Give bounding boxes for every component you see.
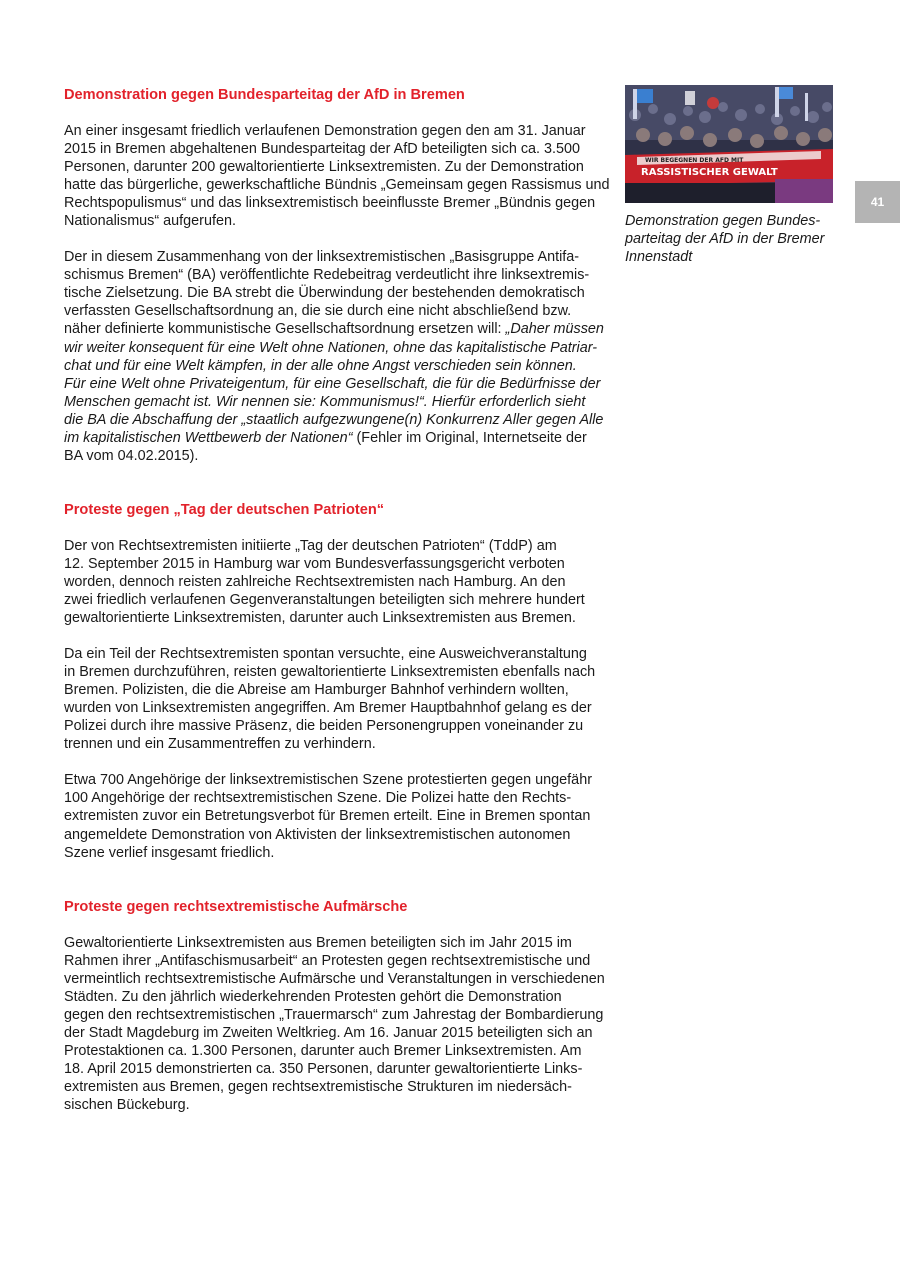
text-line [64, 320, 612, 338]
caption-line: Demonstration gegen Bundes- [625, 213, 821, 229]
photo-caption [625, 212, 855, 266]
text-line [64, 302, 612, 320]
paragraph [64, 537, 612, 627]
text-line: An einer insgesamt friedlich verlaufenen Demonstration gegen den am 31. Januar [64, 123, 586, 139]
text-segment: schismus Bremen“ (BA) veröffentlichte Redebeitrag verdeutlicht ihre linksextremis- [64, 267, 590, 284]
caption-line: Innenstadt [625, 249, 693, 266]
text-line: Städten. Zu den jährlich wiederkehrenden Protesten gehört die Demonstration [64, 988, 562, 1005]
text-line: vermeintlich rechtsextremistische Aufmärsche und Veranstaltungen in verschiedenen [64, 970, 605, 987]
text-line: Nationalismus“ aufgerufen. [64, 213, 236, 230]
text-line: gewaltorientierte Linksextremisten, darunter auch Linksextremisten aus Bremen. [64, 610, 576, 627]
quote-line: Menschen gemacht ist. Wir nennen sie: Kommunismus!“. Hierfür erforderlich sieht [64, 393, 586, 410]
text-line: 100 Angehörige der rechtsextremistischen Szene. Die Polizei hatte den Rechts- [64, 790, 572, 807]
quote-segment: im kapitalistischen Wettbewerb der Nationen“ [64, 429, 353, 446]
section-heading: Proteste gegen rechtsextremistische Aufmärsche [64, 898, 408, 915]
text-segment: verfassten Gesellschaftsordnung an, die sie durch eine nicht abschließend bzw. [64, 303, 572, 320]
text-line: Da ein Teil der Rechtsextremisten spontan versuchte, eine Ausweichveranstaltung [64, 646, 587, 663]
caption-line: parteitag der AfD in der Bremer [625, 231, 825, 248]
text-line [64, 284, 612, 302]
paragraph [64, 122, 612, 230]
text-line: Bremen. Polizisten, die die Abreise am Hamburger Bahnhof verhindern wollten, [64, 682, 569, 699]
text-segment: Der in diesem Zusammenhang von der linksextremistischen „Basisgruppe Antifa- [64, 249, 580, 266]
text-line: Etwa 700 Angehörige der linksextremistischen Szene protestierten gegen ungefähr [64, 772, 592, 789]
text-line: BA vom 04.02.2015). [64, 447, 199, 464]
text-line [64, 429, 612, 447]
text-line: wurden von Linksextremisten angegriffen. Am Bremer Hauptbahnhof gelang es der [64, 700, 592, 717]
page-number-tab [855, 181, 900, 223]
text-line: trennen und ein Zusammentreffen zu verhindern. [64, 736, 376, 753]
text-segment: (Fehler im Original, Internetseite der [352, 429, 587, 446]
main-text-column [64, 86, 612, 1114]
text-line [64, 248, 612, 266]
text-line: extremisten zuvor ein Betretungsverbot für Bremen erteilt. Eine in Bremen spontan [64, 808, 591, 825]
quote-segment: „Daher müssen [505, 321, 604, 338]
text-line: sischen Bückeburg. [64, 1097, 190, 1114]
demonstration-photo [625, 85, 833, 203]
text-line: Gewaltorientierte Linksextremisten aus Bremen beteiligten sich im Jahr 2015 im [64, 934, 572, 951]
text-line: 18. April 2015 demonstrierten ca. 350 Personen, darunter gewaltorientierte Links- [64, 1060, 583, 1077]
text-line [64, 266, 612, 284]
paragraph [64, 934, 612, 1114]
text-segment: näher definierte kommunistische Gesellschaftsordnung ersetzen will: [64, 321, 506, 338]
text-line: Protestaktionen ca. 1.300 Personen, darunter auch Bremer Linksextremisten. Am [64, 1042, 582, 1059]
paragraph [64, 645, 612, 753]
text-line: in Bremen durchzuführen, reisten gewaltorientierte Linksextremisten ebenfalls nach [64, 664, 596, 681]
text-line: gegen den rechtsextremistischen „Trauermarsch“ zum Jahrestag der Bombardierung [64, 1006, 604, 1023]
text-line: worden, dennoch reisten zahlreiche Rechtsextremisten nach Hamburg. An den [64, 573, 566, 590]
paragraph-with-quote [64, 248, 612, 465]
text-line: Rahmen ihrer „Antifaschismusarbeit“ an Protesten gegen rechtsextremistische und [64, 952, 591, 969]
text-line: angemeldete Demonstration von Aktivisten der linksextremistischen autonomen [64, 826, 571, 843]
text-line: Der von Rechtsextremisten initiierte „Tag der deutschen Patrioten“ (TddP) am [64, 537, 557, 554]
text-line: hatte das bürgerliche, gewerkschaftliche Bündnis „Gemeinsam gegen Rassismus und [64, 177, 610, 194]
text-line: zwei friedlich verlaufenen Gegenveranstaltungen beteiligten sich mehrere hundert [64, 591, 585, 608]
text-segment: tische Zielsetzung. Die BA strebt die Überwindung der bestehenden demokratisch [64, 285, 585, 302]
quote-line: chat und für eine Welt kämpfen, in der alle ohne Angst verschieden sein können. [64, 357, 577, 374]
quote-line: wir weiter konsequent für eine Welt ohne Nationen, ohne das kapitalistische Patriar- [64, 339, 598, 356]
page-number: 41 [870, 195, 885, 209]
photo-crowd-banner [625, 85, 833, 203]
quote-line: Für eine Welt ohne Privateigentum, für eine Gesellschaft, die für die Bedürfnisse der [64, 375, 601, 392]
text-line: 2015 in Bremen abgehaltenen Bundesparteitag der AfD beteiligten sich ca. 3.500 [64, 141, 581, 158]
banner-text: WIR BEGEGNEN DER AFD MIT [645, 157, 744, 164]
text-line: 12. September 2015 in Hamburg war vom Bundesverfassungsgericht verboten [64, 555, 565, 572]
paragraph [64, 771, 612, 861]
text-line: Rechtspopulismus“ und das linksextremistisch beeinflusste Bremer „Bündnis gegen [64, 195, 596, 212]
section-heading: Demonstration gegen Bundesparteitag der AfD in Bremen [64, 87, 465, 103]
quote-line: die BA die Abschaffung der „staatlich aufgezwungene(n) Konkurrenz Aller gegen Alle [64, 411, 604, 428]
text-line: Polizei durch ihre massive Präsenz, die beiden Personengruppen voneinander zu [64, 718, 584, 735]
text-line: der Stadt Magdeburg im Zweiten Weltkrieg. Am 16. Januar 2015 beteiligten sich an [64, 1024, 593, 1041]
section-heading: Proteste gegen „Tag der deutschen Patrioten“ [64, 501, 385, 518]
text-line: extremisten aus Bremen, gegen rechtsextremistische Strukturen im niedersäch- [64, 1078, 572, 1095]
banner-text: RASSISTISCHER GEWALT [641, 167, 778, 178]
text-line: Szene verlief insgesamt friedlich. [64, 844, 275, 861]
text-line: Personen, darunter 200 gewaltorientierte Linksextremisten. Zu der Demonstration [64, 159, 584, 176]
